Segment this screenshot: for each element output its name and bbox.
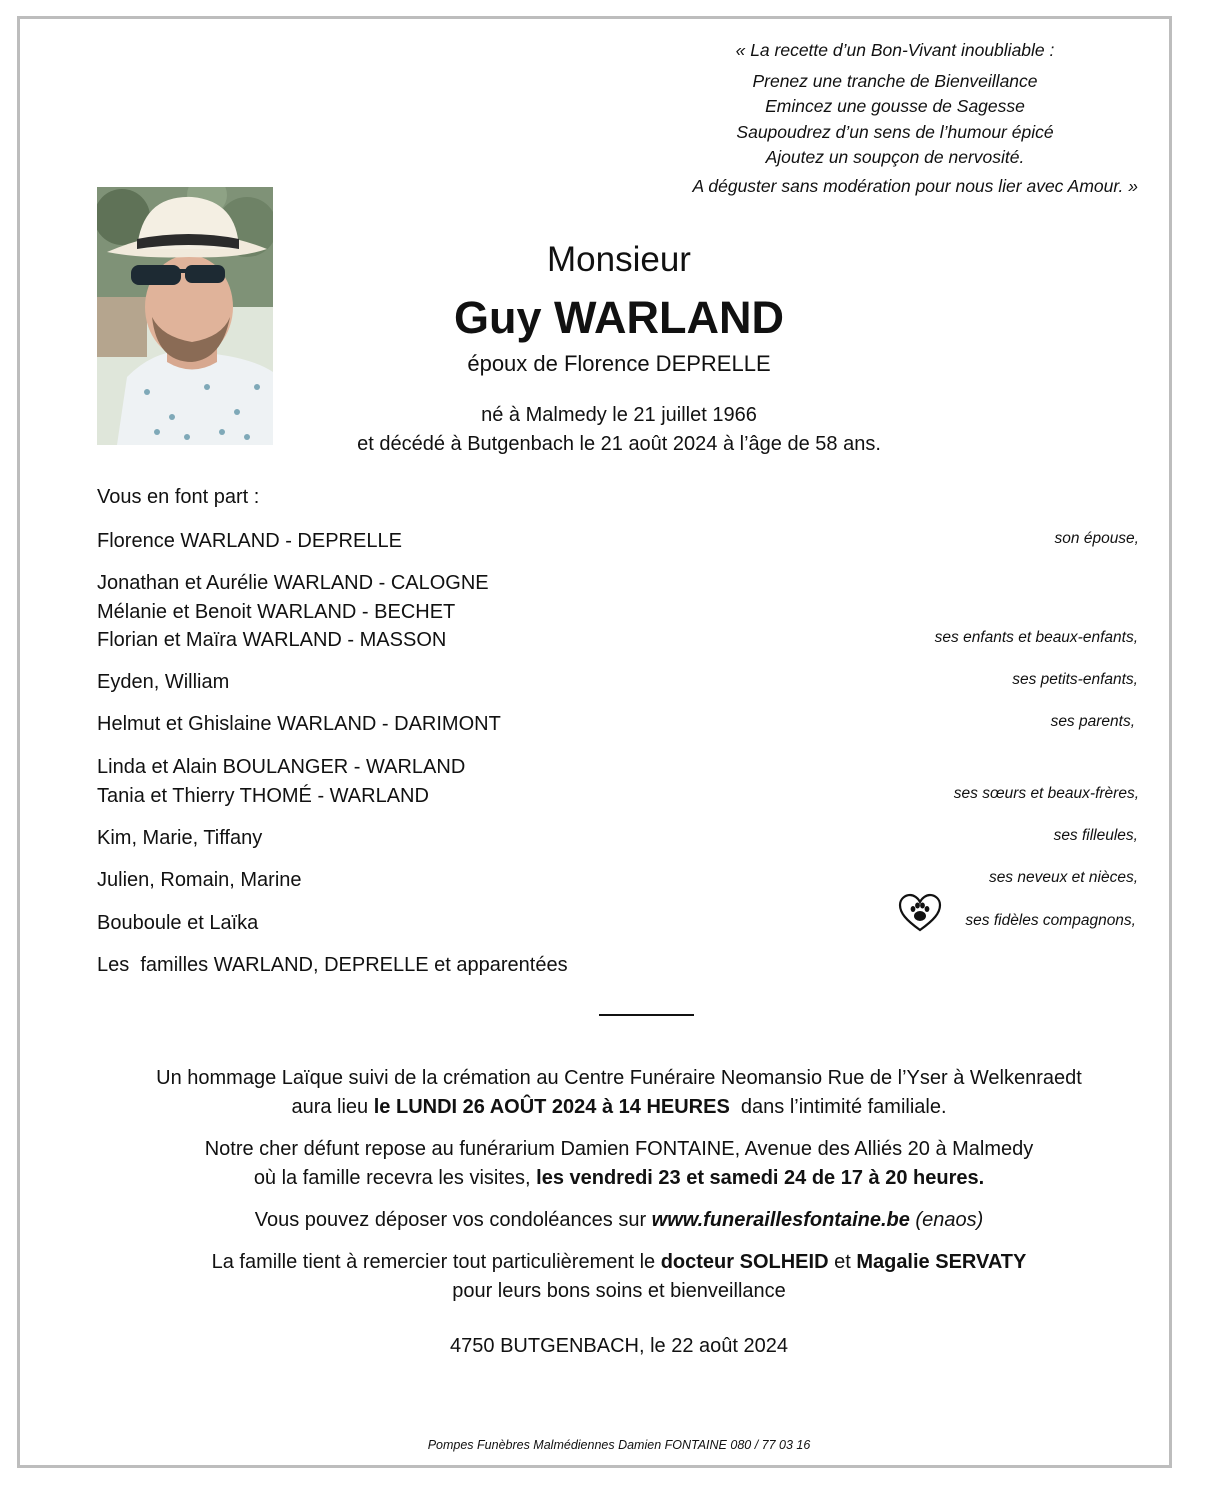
family-name: Jonathan et Aurélie WARLAND - CALOGNE: [97, 572, 489, 594]
family-name: Mélanie et Benoit WARLAND - BECHET: [97, 600, 456, 623]
relation-label: ses enfants et beaux-enfants,: [934, 629, 1138, 646]
family-name: Tania et Thierry THOMÉ - WARLAND: [97, 784, 429, 807]
family-name: Bouboule et Laïka: [97, 912, 259, 934]
death-line: et décédé à Butgenbach le 21 août 2024 à l’âge de 58 ans.: [357, 433, 881, 455]
relation-label: ses neveux et nièces,: [988, 869, 1138, 886]
family-name: Linda et Alain BOULANGER - WARLAND: [97, 756, 466, 778]
condolences-suffix: (enaos): [909, 1209, 984, 1231]
condolences-website-link[interactable]: www.funeraillesfontaine.be: [651, 1209, 910, 1231]
relation-label: ses fidèles compagnons,: [965, 912, 1136, 929]
place-date: 4750 BUTGENBACH, le 22 août 2024: [450, 1335, 788, 1357]
title-monsieur: Monsieur: [547, 240, 691, 279]
announcement-intro: Vous en font part :: [97, 486, 260, 508]
family-name: Kim, Marie, Tiffany: [97, 827, 263, 849]
thanks-middle: et: [828, 1251, 857, 1273]
relation-label: ses sœurs et beaux-frères,: [953, 784, 1139, 802]
thanks-line: [0, 1248, 1215, 1277]
quote-line: Saupoudrez d’un sens de l’humour épicé: [736, 121, 1054, 142]
ceremony-prefix: aura lieu: [291, 1095, 374, 1118]
family-group: [97, 909, 1139, 938]
family-name: Helmut et Ghislaine WARLAND - DARIMONT: [97, 713, 501, 735]
spouse-line: époux de Florence DEPRELLE: [467, 351, 771, 376]
visits-info: [0, 1135, 1215, 1192]
quote-line: Ajoutez un soupçon de nervosité.: [765, 147, 1025, 167]
separator-line: [599, 1014, 694, 1016]
family-group: [97, 710, 1139, 739]
thanks-line: pour leurs bons soins et bienveillance: [452, 1279, 786, 1302]
thanks-prefix: La famille tient à remercier tout particulièrement le: [211, 1251, 661, 1273]
visits-prefix: où la famille recevra les visites,: [253, 1166, 537, 1189]
family-name: Les familles WARLAND, DEPRELLE et apparentées: [97, 954, 568, 976]
family-group: [97, 668, 1139, 697]
quote-line: Prenez une tranche de Bienveillance: [752, 70, 1038, 91]
condolences-prefix: Vous pouvez déposer vos condoléances sur: [254, 1209, 652, 1231]
ceremony-info: [0, 1064, 1215, 1121]
family-name: Julien, Romain, Marine: [97, 869, 302, 891]
family-name: Florence WARLAND - DEPRELLE: [97, 530, 402, 552]
ceremony-date: le LUNDI 26 AOÛT 2024 à 14 HEURES: [373, 1095, 730, 1118]
visits-line: [0, 1164, 1215, 1193]
epitaph-quote: [600, 38, 1190, 199]
visits-line: Notre cher défunt repose au funérarium Damien FONTAINE, Avenue des Alliés 20 à Malmedy: [204, 1138, 1034, 1160]
condolences-line: [0, 1206, 1215, 1235]
condolences-info: [0, 1206, 1215, 1235]
family-group: [97, 527, 1139, 556]
relation-label: ses parents,: [1050, 713, 1135, 730]
thanks-doctor: docteur SOLHEID: [660, 1251, 829, 1273]
quote-line: Emincez une gousse de Sagesse: [765, 96, 1025, 116]
thanks-person: Magalie SERVATY: [856, 1251, 1027, 1273]
quote-line: A déguster sans modération pour nous lier avec Amour. »: [692, 175, 1138, 196]
relation-label: ses petits-enfants,: [1012, 671, 1138, 688]
ceremony-line: [0, 1093, 1215, 1122]
ceremony-suffix: dans l’intimité familiale.: [729, 1095, 947, 1118]
family-group: [97, 753, 1139, 810]
family-group: [97, 569, 1139, 655]
family-group: [97, 824, 1139, 853]
birth-line: né à Malmedy le 21 juillet 1966: [481, 404, 757, 426]
family-name: Eyden, William: [97, 671, 230, 693]
deceased-name: Guy WARLAND: [454, 292, 784, 343]
birth-death-dates: [0, 401, 1215, 459]
thanks-info: [0, 1248, 1215, 1305]
heart-paw-icon: [898, 893, 942, 933]
family-group: [97, 951, 1139, 980]
funeral-home-footer: Pompes Funèbres Malmédiennes Damien FONTAINE 080 / 77 03 16: [427, 1438, 811, 1452]
quote-line: « La recette d’un Bon-Vivant inoubliable :: [735, 40, 1055, 60]
family-name: Florian et Maïra WARLAND - MASSON: [97, 629, 447, 651]
family-group: [97, 866, 1139, 895]
relation-label: son épouse,: [1054, 530, 1139, 547]
ceremony-line: Un hommage Laïque suivi de la crémation au Centre Funéraire Neomansio Rue de l’Yser à Welkenraedt: [156, 1067, 1082, 1089]
visits-dates: les vendredi 23 et samedi 24 de 17 à 20 heures.: [536, 1166, 985, 1189]
relation-label: ses filleules,: [1053, 827, 1138, 844]
